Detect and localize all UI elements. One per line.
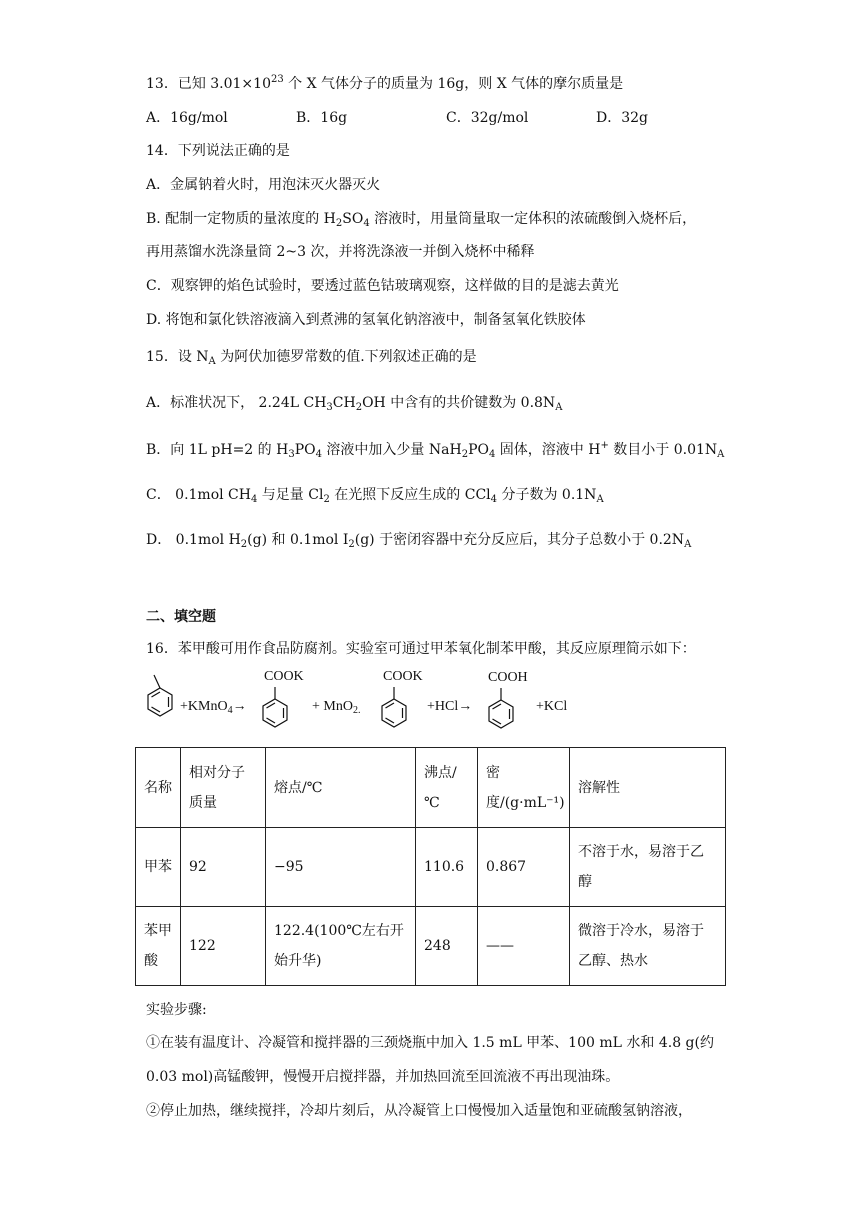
section-title: 二、填空题 <box>146 609 216 625</box>
cook-label-1: COOK <box>264 669 304 684</box>
table-cell: 122 <box>181 907 266 986</box>
q16-stem: 16．苯甲酸可用作食品防腐剂。实验室可通过甲苯氧化制苯甲酸，其反应原理简示如下： <box>146 641 696 657</box>
q14-option-b-line2: 再用蒸馏水洗涤量筒 2~3 次，并将洗涤液一并倒入烧杯中稀释 <box>146 244 535 260</box>
kcl-term: +KCl <box>536 699 568 714</box>
table-cell: 122.4(100℃左右开始升华) <box>266 907 416 986</box>
cooh-label: COOH <box>488 670 528 685</box>
q13-option-b: B．16g <box>296 110 348 126</box>
table-cell: 苯甲酸 <box>136 907 181 986</box>
step-1-line-2: 0.03 mol)高锰酸钾，慢慢开启搅拌器，并加热回流至回流液不再出现油珠。 <box>146 1069 620 1085</box>
q15-stem: 15．设 $N_A$ 为阿伏加德罗常数的值.下列叙述正确的是 <box>146 349 477 367</box>
q14-option-a: A．金属钠着火时，用泡沫灭火器灭火 <box>146 177 381 193</box>
table-cell: 微溶于冷水，易溶于乙醇、热水 <box>570 907 726 986</box>
reaction-scheme <box>140 665 600 745</box>
table-cell: 248 <box>416 907 478 986</box>
table-cell: 92 <box>181 828 266 907</box>
table-cell: 110.6 <box>416 828 478 907</box>
q14-option-d: D. 将饱和氯化铁溶液滴入到煮沸的氢氧化钠溶液中，制备氢氧化铁胶体 <box>146 312 586 328</box>
q13-stem: 13．已知 $3.01\times 10^{23}$ 个 X 气体分子的质量为 16g，则 X 气体的摩尔质量是 <box>146 74 624 92</box>
table-cell: 0.867 <box>478 828 570 907</box>
q14-stem: 14．下列说法正确的是 <box>146 143 290 159</box>
q15-option-d: D． 0.1mol $H_2(g)$ 和 0.1mol $I_2(g)$ 于密闭容器中充分反应后，其分子总数小于 $0.2N_A$ <box>146 532 692 550</box>
q15-option-c: C． 0.1mol $CH_4$ 与足量 $Cl_2$ 在光照下反应生成的 CCl$_4$ 分子数为 $0.1N_A$ <box>146 487 604 505</box>
toluene-structure <box>148 675 172 716</box>
step-1-line-1: ①在装有温度计、冷凝管和搅拌器的三颈烧瓶中加入 1.5 mL 甲苯、100 mL 水和 4.8 g(约 <box>146 1035 714 1051</box>
benzoate-structure-1 <box>263 687 287 727</box>
table-row <box>136 828 726 907</box>
table-cell: −95 <box>266 828 416 907</box>
cook-label-2: COOK <box>383 669 423 684</box>
table-header: 名称 <box>136 748 181 828</box>
steps-title: 实验步骤: <box>146 1002 207 1018</box>
kmno4-term: +KMnO$_4$→ <box>180 699 247 716</box>
q15-option-a: A．标准状况下， 2.24L $CH_3CH_2OH$ 中含有的共价键数为 $0.8N_A$ <box>146 395 563 413</box>
table-header: 沸点/℃ <box>416 748 478 828</box>
q14-option-c: C．观察钾的焰色试验时，要透过蓝色钴玻璃观察，这样做的目的是滤去黄光 <box>146 278 619 294</box>
table-header: 密度/(g·mL⁻¹) <box>478 748 570 828</box>
q15-option-b: B．向 1L pH=2 的 $H_3PO_4$ 溶液中加入少量 $NaH_2PO_4$ 固体，溶液中 H+ 数目小于 $0.01N_A$ <box>146 440 725 460</box>
hcl-term: +HCl→ <box>427 699 473 714</box>
table-header: 溶解性 <box>570 748 726 828</box>
benzoate-structure-2 <box>382 687 406 727</box>
q13-option-c: C．32g/mol <box>446 110 529 126</box>
q13-option-d: D．32g <box>596 110 649 126</box>
mno2-term: + MnO$_{2.}$ <box>312 699 361 716</box>
table-header-row <box>136 748 726 828</box>
table-cell: —— <box>478 907 570 986</box>
q13-option-a: A．16g/mol <box>146 110 228 126</box>
q14-option-b-line1: B. 配制一定物质的量浓度的 $H_2SO_4$ 溶液时，用量筒量取一定体积的浓硫酸倒入烧杯后， <box>146 211 697 229</box>
table-header: 熔点/℃ <box>266 748 416 828</box>
table-row <box>136 907 726 986</box>
step-2-line-1: ②停止加热，继续搅拌，冷却片刻后，从冷凝管上口慢慢加入适量饱和亚硫酸氢钠溶液， <box>146 1103 692 1119</box>
table-header: 相对分子质量 <box>181 748 266 828</box>
properties-table <box>135 747 726 986</box>
table-cell: 甲苯 <box>136 828 181 907</box>
benzoic-acid-structure <box>489 688 513 728</box>
table-cell: 不溶于水，易溶于乙醇 <box>570 828 726 907</box>
